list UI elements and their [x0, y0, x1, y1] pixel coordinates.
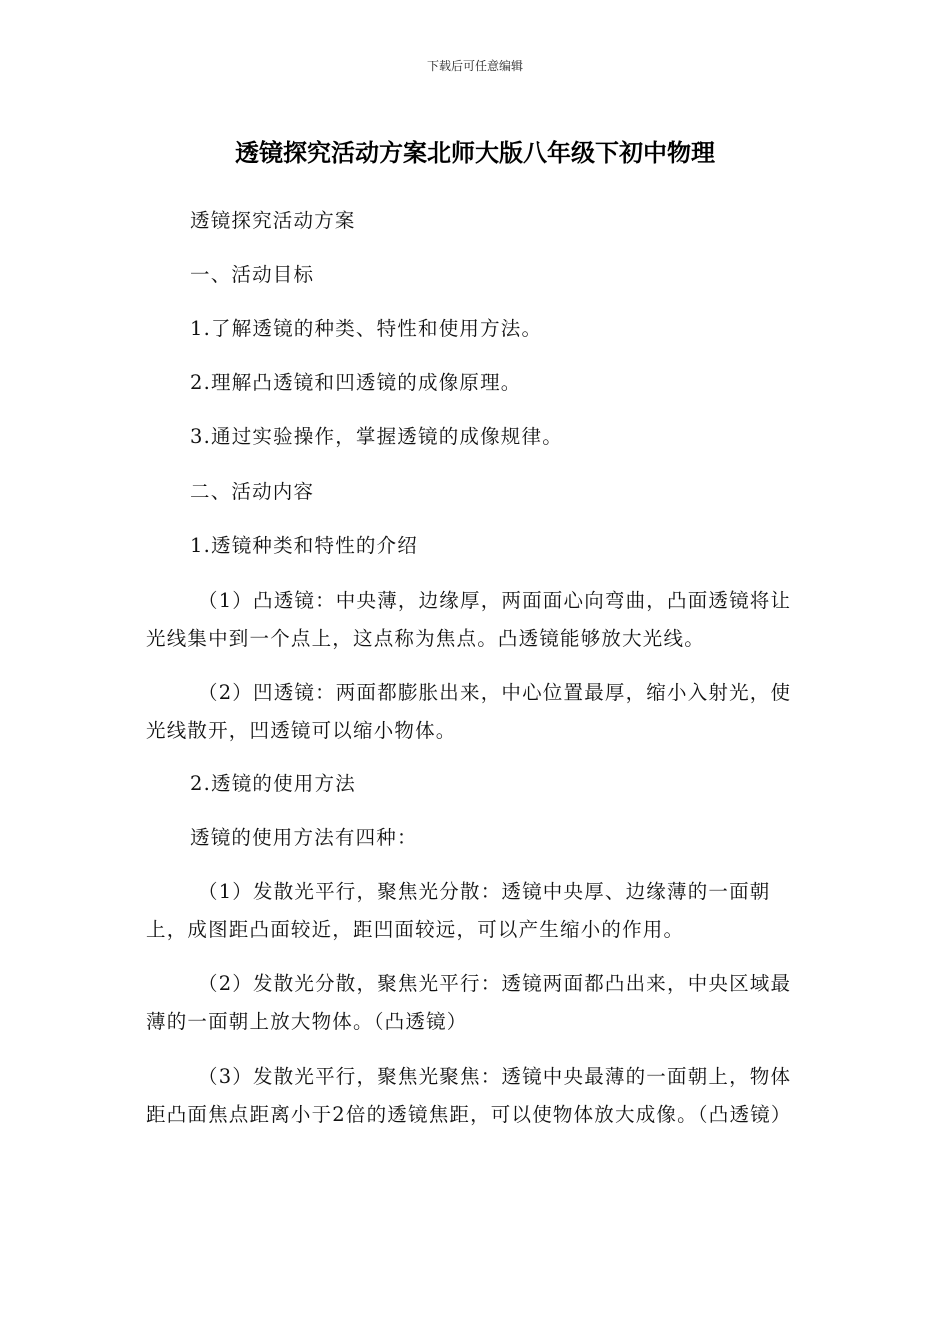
paragraph-objective-3: 3.通过实验操作，掌握透镜的成像规律。 — [190, 425, 563, 448]
paragraph-usage-2: （2）发散光分散，聚焦光平行：透镜两面都凸出来，中央区域最薄的一面朝上放大物体。（凸透镜） — [146, 972, 792, 1033]
paragraph-content-1: 1.透镜种类和特性的介绍 — [190, 534, 419, 557]
paragraph-convex-lens: （1）凸透镜：中央薄，边缘厚，两面面心向弯曲，凸面透镜将让光线集中到一个点上，这点称为焦点。凸透镜能够放大光线。 — [146, 589, 792, 650]
document-title: 透镜探究活动方案北师大版八年级下初中物理 — [235, 139, 715, 167]
paragraph-section-2-heading: 二、活动内容 — [190, 480, 315, 503]
paragraph-usage-intro: 透镜的使用方法有四种： — [190, 826, 418, 849]
paragraph-usage-3: （3）发散光平行，聚焦光聚焦：透镜中央最薄的一面朝上，物体距凸面焦点距离小于2倍的透镜焦距，可以使物体放大成像。（凸透镜） — [146, 1065, 792, 1126]
paragraph-concave-lens: （2）凹透镜：两面都膨胀出来，中心位置最厚，缩小入射光，使光线散开，凹透镜可以缩小物体。 — [146, 681, 792, 742]
paragraph-content-2: 2.透镜的使用方法 — [190, 772, 356, 795]
paragraph-objective-1: 1.了解透镜的种类、特性和使用方法。 — [190, 317, 543, 340]
paragraph-objective-2: 2.理解凸透镜和凹透镜的成像原理。 — [190, 371, 522, 394]
paragraph-usage-1: （1）发散光平行，聚焦光分散：透镜中央厚、边缘薄的一面朝上，成图距凸面较近，距凹面较远，可以产生缩小的作用。 — [146, 880, 771, 941]
header-note: 下载后可任意编辑 — [426, 59, 523, 73]
paragraph-subtitle: 透镜探究活动方案 — [190, 209, 356, 232]
paragraph-section-1-heading: 一、活动目标 — [190, 263, 315, 286]
